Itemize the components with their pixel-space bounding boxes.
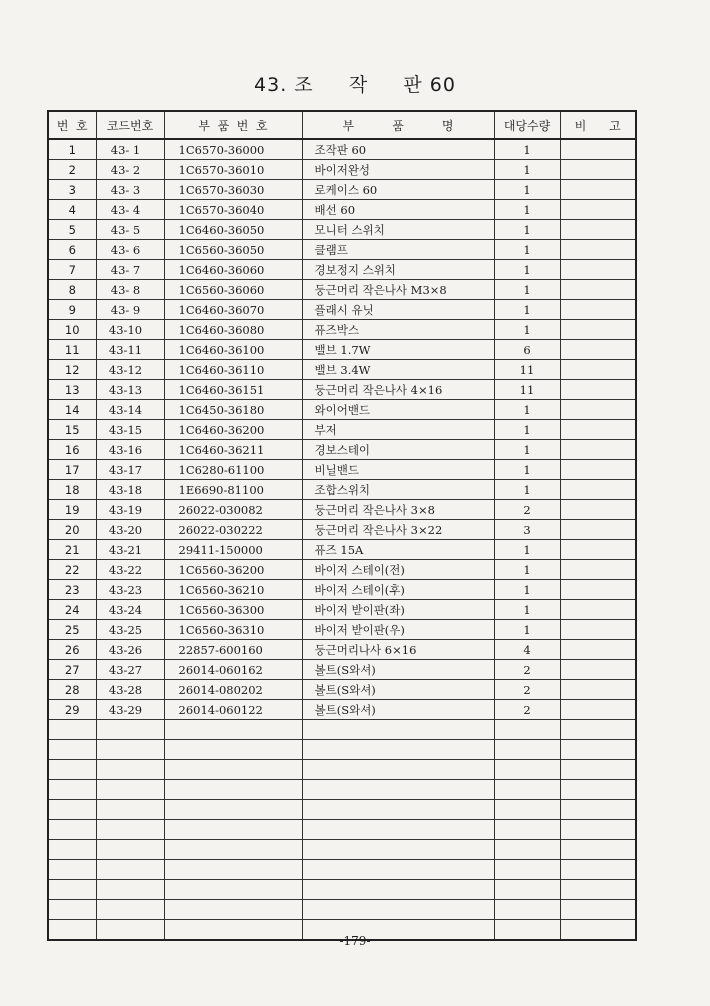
quantity-cell: 1 — [494, 620, 560, 640]
table-row — [48, 360, 636, 380]
table-row — [48, 340, 636, 360]
part-name-cell: 부저 — [302, 420, 494, 440]
row-number-cell: 7 — [48, 260, 96, 280]
part-name-cell: 로케이스 60 — [302, 180, 494, 200]
table-row — [48, 300, 636, 320]
code-number-cell: 43- 6 — [96, 240, 164, 260]
column-header-qty: 대당수량 — [494, 111, 560, 139]
row-number-cell: 17 — [48, 460, 96, 480]
part-number-cell: 1C6560-36060 — [164, 280, 302, 300]
code-number-cell: 43-17 — [96, 460, 164, 480]
quantity-cell: 1 — [494, 400, 560, 420]
empty-table-row — [48, 760, 636, 780]
part-name-cell: 둥근머리 작은나사 4×16 — [302, 380, 494, 400]
part-number-cell: 1C6460-36200 — [164, 420, 302, 440]
empty-cell — [302, 780, 494, 800]
empty-cell — [302, 860, 494, 880]
table-row — [48, 139, 636, 160]
part-name-cell: 볼트(S와셔) — [302, 700, 494, 720]
part-name-cell: 퓨즈 15A — [302, 540, 494, 560]
remarks-cell — [560, 380, 636, 400]
row-number-cell: 24 — [48, 600, 96, 620]
part-name-cell: 조합스위치 — [302, 480, 494, 500]
part-number-cell: 1C6460-36110 — [164, 360, 302, 380]
quantity-cell: 1 — [494, 600, 560, 620]
row-number-cell: 28 — [48, 680, 96, 700]
code-number-cell: 43-14 — [96, 400, 164, 420]
part-name-cell: 둥근머리 작은나사 3×22 — [302, 520, 494, 540]
empty-cell — [302, 900, 494, 920]
code-number-cell: 43- 8 — [96, 280, 164, 300]
empty-cell — [48, 880, 96, 900]
empty-cell — [96, 860, 164, 880]
part-name-cell: 배선 60 — [302, 200, 494, 220]
code-number-cell: 43-25 — [96, 620, 164, 640]
part-name-cell: 볼트(S와셔) — [302, 680, 494, 700]
empty-table-row — [48, 820, 636, 840]
code-number-cell: 43-29 — [96, 700, 164, 720]
code-number-cell: 43-21 — [96, 540, 164, 560]
row-number-cell: 25 — [48, 620, 96, 640]
remarks-cell — [560, 260, 636, 280]
empty-cell — [164, 900, 302, 920]
remarks-cell — [560, 520, 636, 540]
empty-cell — [560, 820, 636, 840]
quantity-cell: 2 — [494, 680, 560, 700]
quantity-cell: 1 — [494, 220, 560, 240]
empty-cell — [560, 760, 636, 780]
empty-cell — [48, 780, 96, 800]
remarks-cell — [560, 200, 636, 220]
empty-cell — [96, 780, 164, 800]
quantity-cell: 3 — [494, 520, 560, 540]
empty-cell — [48, 800, 96, 820]
table-row — [48, 580, 636, 600]
remarks-cell — [560, 139, 636, 160]
row-number-cell: 20 — [48, 520, 96, 540]
part-name-cell: 볼트(S와셔) — [302, 660, 494, 680]
part-number-cell: 1C6560-36300 — [164, 600, 302, 620]
row-number-cell: 22 — [48, 560, 96, 580]
remarks-cell — [560, 320, 636, 340]
empty-cell — [302, 880, 494, 900]
remarks-cell — [560, 580, 636, 600]
empty-cell — [494, 720, 560, 740]
quantity-cell: 1 — [494, 320, 560, 340]
empty-cell — [560, 740, 636, 760]
empty-cell — [560, 900, 636, 920]
quantity-cell: 1 — [494, 300, 560, 320]
column-header-name: 부 품 명 — [302, 111, 494, 139]
part-number-cell: 22857-600160 — [164, 640, 302, 660]
remarks-cell — [560, 180, 636, 200]
row-number-cell: 21 — [48, 540, 96, 560]
part-name-cell: 둥근머리 작은나사 3×8 — [302, 500, 494, 520]
part-number-cell: 29411-150000 — [164, 540, 302, 560]
part-number-cell: 1C6570-36010 — [164, 160, 302, 180]
quantity-cell: 1 — [494, 460, 560, 480]
remarks-cell — [560, 160, 636, 180]
quantity-cell: 1 — [494, 480, 560, 500]
code-number-cell: 43-12 — [96, 360, 164, 380]
part-number-cell: 1C6570-36030 — [164, 180, 302, 200]
table-row — [48, 520, 636, 540]
remarks-cell — [560, 600, 636, 620]
code-number-cell: 43-13 — [96, 380, 164, 400]
empty-cell — [494, 780, 560, 800]
column-header-code: 코드번호 — [96, 111, 164, 139]
column-header-remarks: 비 고 — [560, 111, 636, 139]
table-row — [48, 460, 636, 480]
part-number-cell: 1C6460-36050 — [164, 220, 302, 240]
quantity-cell: 1 — [494, 160, 560, 180]
quantity-cell: 1 — [494, 540, 560, 560]
part-number-cell: 1C6460-36100 — [164, 340, 302, 360]
code-number-cell: 43-15 — [96, 420, 164, 440]
part-name-cell: 둥근머리 작은나사 M3×8 — [302, 280, 494, 300]
row-number-cell: 3 — [48, 180, 96, 200]
row-number-cell: 13 — [48, 380, 96, 400]
code-number-cell: 43-26 — [96, 640, 164, 660]
remarks-cell — [560, 340, 636, 360]
empty-cell — [48, 740, 96, 760]
column-header-no: 번 호 — [48, 111, 96, 139]
code-number-cell: 43-16 — [96, 440, 164, 460]
remarks-cell — [560, 660, 636, 680]
quantity-cell: 2 — [494, 700, 560, 720]
part-number-cell: 1C6460-36211 — [164, 440, 302, 460]
part-name-cell: 둥근머리나사 6×16 — [302, 640, 494, 660]
row-number-cell: 19 — [48, 500, 96, 520]
empty-cell — [96, 840, 164, 860]
table-row — [48, 620, 636, 640]
part-number-cell: 1C6560-36310 — [164, 620, 302, 640]
part-number-cell: 26022-030222 — [164, 520, 302, 540]
remarks-cell — [560, 540, 636, 560]
empty-cell — [164, 740, 302, 760]
part-name-cell: 조작판 60 — [302, 139, 494, 160]
part-number-cell: 1C6280-61100 — [164, 460, 302, 480]
table-row — [48, 380, 636, 400]
empty-table-row — [48, 740, 636, 760]
part-number-cell: 1C6560-36200 — [164, 560, 302, 580]
part-name-cell: 밸브 1.7W — [302, 340, 494, 360]
part-number-cell: 1C6570-36000 — [164, 139, 302, 160]
empty-cell — [164, 780, 302, 800]
empty-cell — [48, 840, 96, 860]
quantity-cell: 11 — [494, 380, 560, 400]
row-number-cell: 16 — [48, 440, 96, 460]
quantity-cell: 1 — [494, 420, 560, 440]
part-number-cell: 26022-030082 — [164, 500, 302, 520]
remarks-cell — [560, 620, 636, 640]
part-name-cell: 바이저 스테이(전) — [302, 560, 494, 580]
quantity-cell: 1 — [494, 200, 560, 220]
code-number-cell: 43-24 — [96, 600, 164, 620]
remarks-cell — [560, 360, 636, 380]
table-row — [48, 320, 636, 340]
empty-cell — [48, 820, 96, 840]
code-number-cell: 43-28 — [96, 680, 164, 700]
part-name-cell: 플래시 유닛 — [302, 300, 494, 320]
row-number-cell: 9 — [48, 300, 96, 320]
empty-cell — [164, 760, 302, 780]
empty-cell — [302, 800, 494, 820]
table-row — [48, 160, 636, 180]
table-row — [48, 700, 636, 720]
empty-cell — [96, 740, 164, 760]
empty-cell — [48, 720, 96, 740]
quantity-cell: 4 — [494, 640, 560, 660]
table-row — [48, 200, 636, 220]
table-row — [48, 500, 636, 520]
empty-cell — [302, 720, 494, 740]
quantity-cell: 1 — [494, 260, 560, 280]
part-number-cell: 1C6450-36180 — [164, 400, 302, 420]
row-number-cell: 5 — [48, 220, 96, 240]
code-number-cell: 43-20 — [96, 520, 164, 540]
part-name-cell: 퓨즈박스 — [302, 320, 494, 340]
empty-cell — [164, 720, 302, 740]
empty-cell — [48, 860, 96, 880]
remarks-cell — [560, 480, 636, 500]
empty-cell — [560, 780, 636, 800]
code-number-cell: 43-19 — [96, 500, 164, 520]
part-name-cell: 모니터 스위치 — [302, 220, 494, 240]
part-number-cell: 26014-060122 — [164, 700, 302, 720]
empty-cell — [48, 760, 96, 780]
quantity-cell: 1 — [494, 560, 560, 580]
empty-cell — [48, 900, 96, 920]
quantity-cell: 11 — [494, 360, 560, 380]
part-number-cell: 1E6690-81100 — [164, 480, 302, 500]
part-name-cell: 비닐밴드 — [302, 460, 494, 480]
part-name-cell: 바이저완성 — [302, 160, 494, 180]
empty-cell — [96, 760, 164, 780]
row-number-cell: 10 — [48, 320, 96, 340]
empty-cell — [96, 880, 164, 900]
empty-cell — [164, 840, 302, 860]
row-number-cell: 23 — [48, 580, 96, 600]
empty-cell — [494, 760, 560, 780]
quantity-cell: 1 — [494, 440, 560, 460]
remarks-cell — [560, 440, 636, 460]
code-number-cell: 43- 3 — [96, 180, 164, 200]
empty-cell — [494, 820, 560, 840]
row-number-cell: 26 — [48, 640, 96, 660]
remarks-cell — [560, 280, 636, 300]
code-number-cell: 43-10 — [96, 320, 164, 340]
empty-cell — [96, 820, 164, 840]
part-name-cell: 바이저 받이판(좌) — [302, 600, 494, 620]
part-name-cell: 바이저 받이판(우) — [302, 620, 494, 640]
table-row — [48, 260, 636, 280]
remarks-cell — [560, 300, 636, 320]
empty-cell — [164, 860, 302, 880]
code-number-cell: 43-11 — [96, 340, 164, 360]
quantity-cell: 6 — [494, 340, 560, 360]
parts-table — [47, 110, 637, 941]
table-row — [48, 240, 636, 260]
empty-table-row — [48, 860, 636, 880]
table-row — [48, 220, 636, 240]
empty-cell — [96, 900, 164, 920]
part-number-cell: 1C6460-36151 — [164, 380, 302, 400]
row-number-cell: 14 — [48, 400, 96, 420]
empty-cell — [560, 800, 636, 820]
empty-table-row — [48, 840, 636, 860]
quantity-cell: 1 — [494, 180, 560, 200]
parts-table-body — [48, 139, 636, 940]
part-number-cell: 1C6460-36060 — [164, 260, 302, 280]
empty-cell — [164, 800, 302, 820]
row-number-cell: 1 — [48, 139, 96, 160]
quantity-cell: 1 — [494, 280, 560, 300]
row-number-cell: 12 — [48, 360, 96, 380]
remarks-cell — [560, 400, 636, 420]
row-number-cell: 29 — [48, 700, 96, 720]
table-row — [48, 440, 636, 460]
part-number-cell: 26014-060162 — [164, 660, 302, 680]
quantity-cell: 1 — [494, 139, 560, 160]
row-number-cell: 27 — [48, 660, 96, 680]
empty-cell — [494, 800, 560, 820]
code-number-cell: 43- 7 — [96, 260, 164, 280]
part-number-cell: 1C6460-36080 — [164, 320, 302, 340]
table-row — [48, 560, 636, 580]
empty-cell — [494, 900, 560, 920]
remarks-cell — [560, 700, 636, 720]
row-number-cell: 15 — [48, 420, 96, 440]
empty-cell — [494, 840, 560, 860]
empty-cell — [96, 720, 164, 740]
empty-cell — [96, 800, 164, 820]
empty-cell — [302, 740, 494, 760]
empty-table-row — [48, 880, 636, 900]
part-name-cell: 경보정지 스위치 — [302, 260, 494, 280]
remarks-cell — [560, 560, 636, 580]
remarks-cell — [560, 680, 636, 700]
row-number-cell: 11 — [48, 340, 96, 360]
remarks-cell — [560, 240, 636, 260]
empty-cell — [494, 740, 560, 760]
empty-table-row — [48, 900, 636, 920]
column-header-part-no: 부 품 번 호 — [164, 111, 302, 139]
empty-table-row — [48, 720, 636, 740]
empty-cell — [494, 880, 560, 900]
code-number-cell: 43- 5 — [96, 220, 164, 240]
table-row — [48, 600, 636, 620]
row-number-cell: 18 — [48, 480, 96, 500]
code-number-cell: 43- 1 — [96, 139, 164, 160]
table-row — [48, 180, 636, 200]
code-number-cell: 43-18 — [96, 480, 164, 500]
code-number-cell: 43- 9 — [96, 300, 164, 320]
empty-cell — [302, 840, 494, 860]
quantity-cell: 2 — [494, 660, 560, 680]
code-number-cell: 43-27 — [96, 660, 164, 680]
empty-cell — [164, 820, 302, 840]
empty-cell — [302, 760, 494, 780]
row-number-cell: 4 — [48, 200, 96, 220]
part-number-cell: 1C6560-36210 — [164, 580, 302, 600]
part-number-cell: 26014-080202 — [164, 680, 302, 700]
code-number-cell: 43- 4 — [96, 200, 164, 220]
code-number-cell: 43- 2 — [96, 160, 164, 180]
row-number-cell: 8 — [48, 280, 96, 300]
remarks-cell — [560, 220, 636, 240]
table-row — [48, 280, 636, 300]
part-name-cell: 바이저 스테이(후) — [302, 580, 494, 600]
table-row — [48, 400, 636, 420]
table-header-row — [48, 111, 636, 139]
part-name-cell: 밸브 3.4W — [302, 360, 494, 380]
empty-cell — [164, 880, 302, 900]
empty-cell — [560, 880, 636, 900]
table-row — [48, 680, 636, 700]
quantity-cell: 1 — [494, 240, 560, 260]
part-number-cell: 1C6560-36050 — [164, 240, 302, 260]
row-number-cell: 6 — [48, 240, 96, 260]
empty-cell — [560, 720, 636, 740]
page-title: 43. 조 작 판 60 — [254, 74, 456, 96]
table-row — [48, 640, 636, 660]
table-row — [48, 420, 636, 440]
empty-cell — [302, 820, 494, 840]
part-number-cell: 1C6460-36070 — [164, 300, 302, 320]
empty-cell — [494, 860, 560, 880]
quantity-cell: 1 — [494, 580, 560, 600]
empty-table-row — [48, 800, 636, 820]
table-row — [48, 540, 636, 560]
page-number: -179- — [339, 934, 371, 948]
code-number-cell: 43-23 — [96, 580, 164, 600]
table-row — [48, 480, 636, 500]
remarks-cell — [560, 640, 636, 660]
part-number-cell: 1C6570-36040 — [164, 200, 302, 220]
row-number-cell: 2 — [48, 160, 96, 180]
code-number-cell: 43-22 — [96, 560, 164, 580]
part-name-cell: 클램프 — [302, 240, 494, 260]
remarks-cell — [560, 460, 636, 480]
remarks-cell — [560, 500, 636, 520]
quantity-cell: 2 — [494, 500, 560, 520]
part-name-cell: 경보스테이 — [302, 440, 494, 460]
empty-cell — [560, 840, 636, 860]
empty-cell — [560, 860, 636, 880]
part-name-cell: 와이어밴드 — [302, 400, 494, 420]
empty-table-row — [48, 780, 636, 800]
table-row — [48, 660, 636, 680]
remarks-cell — [560, 420, 636, 440]
